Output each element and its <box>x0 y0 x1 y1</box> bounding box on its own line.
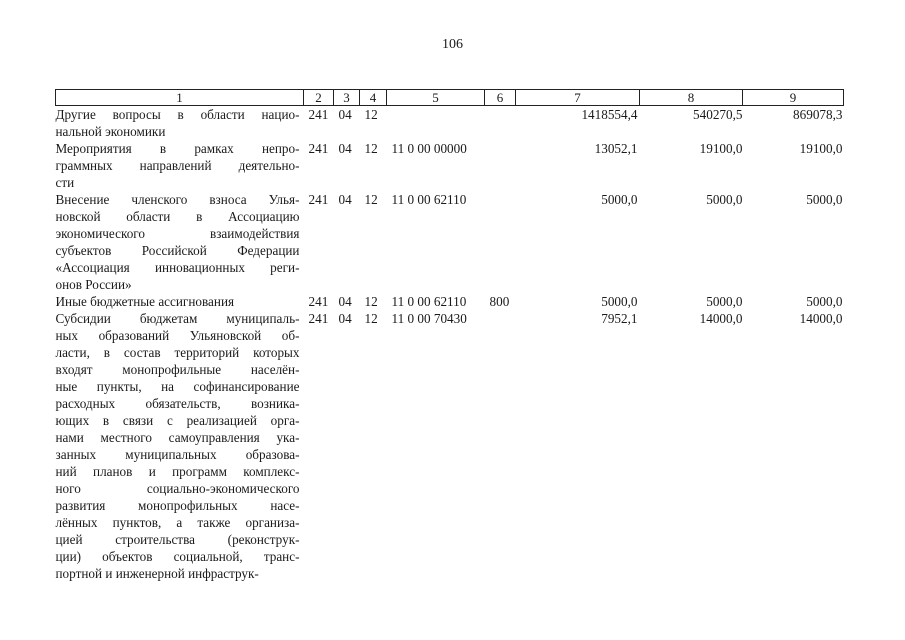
amount-col9-cell: 5000,0 <box>806 192 843 207</box>
row-name-line: ные пункты, на софинансирование <box>55 379 300 394</box>
budget-code-cell: 241 <box>308 107 329 122</box>
row-name-line: экономического взаимодействия <box>55 226 300 241</box>
subsection-code-cell: 12 <box>364 141 378 156</box>
subsection-code-cell: 12 <box>364 294 378 309</box>
row-name-line: Другие вопросы в области нацио- <box>55 107 300 122</box>
row-name-line: лённых пунктов, а также организа- <box>55 515 300 530</box>
amount-col8-cell: 14000,0 <box>699 311 743 326</box>
table-row <box>56 140 844 191</box>
row-name-line: ющих в связи с реализацией орга- <box>55 413 300 428</box>
row-name-line: субъектов Российской Федерации <box>55 243 300 258</box>
row-name-line: занных муниципальных образова- <box>55 447 300 462</box>
expense-type-cell <box>485 191 516 293</box>
col-header-7: 7 <box>516 90 640 106</box>
expense-type-cell: 800 <box>489 294 510 309</box>
target-article-cell: 11 0 00 62110 <box>391 294 467 309</box>
budget-code-cell: 241 <box>308 294 329 309</box>
row-name-line: ных образований Ульяновской об- <box>55 328 300 343</box>
amount-col7-cell: 5000,0 <box>601 294 638 309</box>
amount-col8-cell: 5000,0 <box>706 192 743 207</box>
budget-code-cell: 241 <box>308 141 329 156</box>
row-name-cell <box>56 191 304 293</box>
amount-col7-cell: 13052,1 <box>594 141 638 156</box>
row-name-line: нальной экономики <box>55 124 166 139</box>
row-name-line: развития монопрофильных насе- <box>55 498 300 513</box>
row-name-line: Внесение членского взноса Улья- <box>55 192 300 207</box>
amount-col9-cell: 14000,0 <box>799 311 843 326</box>
budget-code-cell: 241 <box>308 192 329 207</box>
amount-col7-cell: 5000,0 <box>601 192 638 207</box>
row-name-line: онов России» <box>55 277 132 292</box>
amount-col8-cell: 19100,0 <box>699 141 743 156</box>
amount-col9-cell: 869078,3 <box>793 107 843 122</box>
col-header-4: 4 <box>360 90 387 106</box>
row-name-line: «Ассоциация инновационных реги- <box>55 260 300 275</box>
row-name-line: портной и инженерной инфраструк- <box>55 566 259 581</box>
col-header-5: 5 <box>387 90 485 106</box>
col-header-9: 9 <box>743 90 844 106</box>
page-number: 106 <box>442 37 463 52</box>
row-name-line: сти <box>55 175 75 190</box>
budget-table <box>55 89 844 582</box>
row-name-line: ного социально-экономического <box>55 481 300 496</box>
row-name-line: ции) объектов социальной, транс- <box>55 549 300 564</box>
amount-col9-cell: 19100,0 <box>799 141 843 156</box>
table-row <box>56 310 844 582</box>
row-name-line: новской области в Ассоциацию <box>55 209 300 224</box>
row-name-line: Субсидии бюджетам муниципаль- <box>55 311 300 326</box>
amount-col8-cell: 540270,5 <box>693 107 743 122</box>
col-header-2: 2 <box>304 90 334 106</box>
row-name-cell <box>56 106 304 141</box>
row-name-line: цией строительства (реконструк- <box>55 532 300 547</box>
expense-type-cell <box>485 140 516 191</box>
subsection-code-cell: 12 <box>364 192 378 207</box>
row-name-line: ний планов и программ комплекс- <box>55 464 300 479</box>
row-name-cell <box>56 140 304 191</box>
col-header-3: 3 <box>334 90 360 106</box>
target-article-cell: 11 0 00 62110 <box>391 192 467 207</box>
amount-col9-cell: 5000,0 <box>806 294 843 309</box>
section-code-cell: 04 <box>338 311 352 326</box>
expense-type-cell <box>485 310 516 582</box>
row-name-line: нами местного самоуправления ука- <box>55 430 300 445</box>
col-header-6: 6 <box>485 90 516 106</box>
col-header-8: 8 <box>640 90 743 106</box>
target-article-cell: 11 0 00 70430 <box>391 311 467 326</box>
header-row <box>56 90 844 106</box>
amount-col7-cell: 7952,1 <box>601 311 638 326</box>
target-article-cell: 11 0 00 00000 <box>391 141 467 156</box>
subsection-code-cell: 12 <box>364 107 378 122</box>
section-code-cell: 04 <box>338 192 352 207</box>
target-article-cell <box>387 106 485 141</box>
row-name-line: расходных обязательств, возника- <box>55 396 300 411</box>
table-row <box>56 106 844 141</box>
row-name-line: Иные бюджетные ассигнования <box>55 294 235 309</box>
section-code-cell: 04 <box>338 294 352 309</box>
row-name-line: ласти, в состав территорий которых <box>55 345 300 360</box>
row-name-cell <box>56 293 304 310</box>
row-name-line: граммных направлений деятельно- <box>55 158 300 173</box>
section-code-cell: 04 <box>338 141 352 156</box>
row-name-cell <box>56 310 304 582</box>
col-header-1: 1 <box>56 90 304 106</box>
table-row <box>56 293 844 310</box>
amount-col7-cell: 1418554,4 <box>581 107 638 122</box>
expense-type-cell <box>485 106 516 141</box>
row-name-line: входят монопрофильные населён- <box>55 362 300 377</box>
subsection-code-cell: 12 <box>364 311 378 326</box>
amount-col8-cell: 5000,0 <box>706 294 743 309</box>
row-name-line: Мероприятия в рамках непро- <box>55 141 300 156</box>
budget-code-cell: 241 <box>308 311 329 326</box>
section-code-cell: 04 <box>338 107 352 122</box>
table-row <box>56 191 844 293</box>
